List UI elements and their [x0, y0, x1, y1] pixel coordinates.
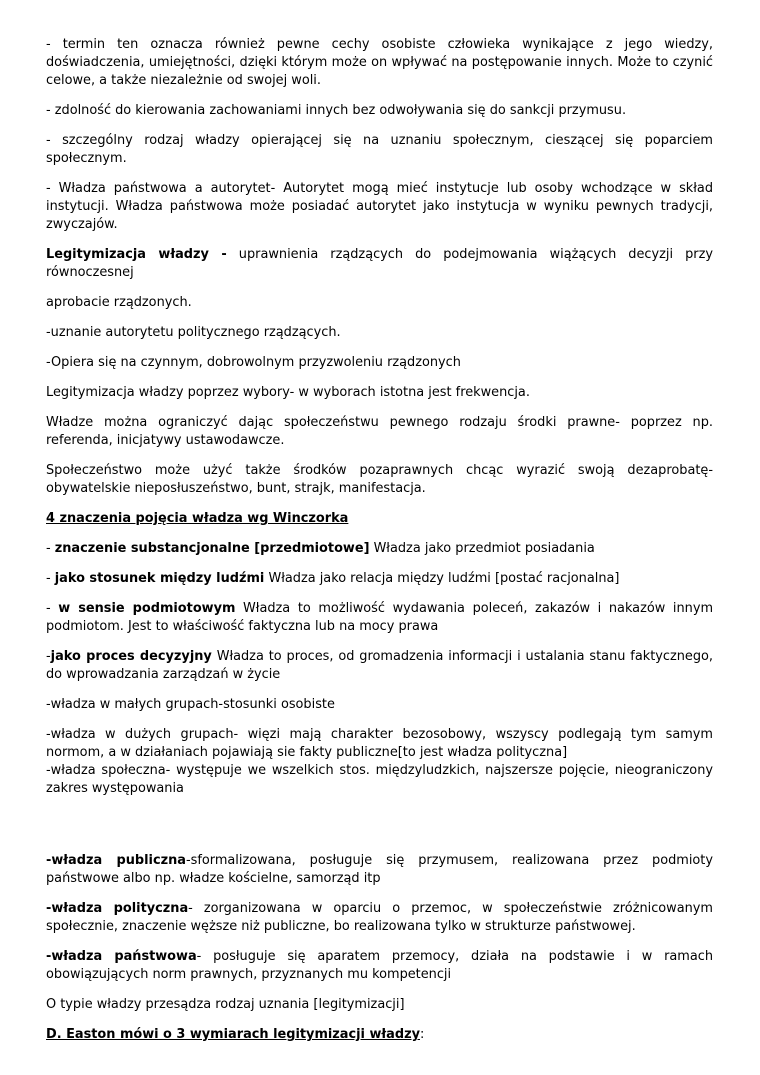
meaning-description: Władza jako przedmiot posiadania	[369, 541, 595, 556]
term-political-power: -władza polityczna	[46, 901, 189, 916]
paragraph-state-authority: - Władza państwowa a autorytet- Autorytet mogą mieć instytucje lub osoby wchodzące w skład instytucji. Władza państwowa może posiadać autorytet jako instytucja w wyniku pewnych tradycji, zwyczajów.	[46, 181, 713, 232]
spacer	[46, 810, 713, 852]
paragraph-authority-ability: - zdolność do kierowania zachowaniami innych bez odwoływania się do sankcji przymusu.	[46, 103, 627, 118]
paragraph-political-power	[46, 900, 713, 936]
heading-winczorek: 4 znaczenia pojęcia władza wg Winczorka	[46, 511, 349, 526]
meaning-term: znaczenie substancjonalne [przedmiotowe]	[54, 541, 370, 556]
paragraph-extralegal-means: Społeczeństwo może użyć także środków pozaprawnych chcąc wyrazić swoją dezaprobatę- obywatelskie nieposłuszeństwo, bunt, strajk, manifestacja.	[46, 463, 713, 496]
meaning-relation	[46, 570, 713, 588]
meaning-substantial	[46, 540, 713, 558]
document-page	[46, 36, 713, 1056]
meaning-description: Władza to możliwość wydawania poleceń, zakazów i nakazów innym podmiotom. Jest to właściwość faktyczna lub na mocy prawa	[46, 601, 714, 634]
term-public-power: -władza publiczna	[46, 853, 186, 868]
heading-easton-text: D. Easton mówi o 3 wymiarach legitymizacji władzy	[46, 1027, 420, 1042]
paragraph-legal-means: Władze można ograniczyć dając społeczeństwu pewnego rodzaju środki prawne- poprzez np. referenda, inicjatywy ustawodawcze.	[46, 415, 713, 448]
paragraph-elections: Legitymizacja władzy poprzez wybory- w wyborach istotna jest frekwencja.	[46, 385, 530, 400]
meaning-dash: -	[46, 649, 51, 664]
paragraph-approval: aprobacie rządzonych.	[46, 295, 192, 310]
political-power-description: - zorganizowana w oparciu o przemoc, w społeczeństwie zróżnicowanym społecznie, znaczenie węższe niż publiczne, bo realizowana tylko w strukturze państwowej.	[46, 901, 713, 934]
meaning-dash: -	[46, 541, 55, 556]
meaning-dash: -	[46, 571, 55, 586]
public-power-description: -sformalizowana, posługuje się przymusem, realizowana przez podmioty państwowe albo np. władze kościelne, samorząd itp	[46, 853, 713, 886]
paragraph-large-groups: -władza w dużych grupach- więzi mają charakter bezosobowy, wszyscy podlegają tym samym normom, a w działaniach pojawiają sie fakty publiczne[to jest władza polityczna]	[46, 727, 713, 760]
meaning-term: jako stosunek między ludźmi	[54, 571, 265, 586]
meaning-term: jako proces decyzyjny	[50, 649, 212, 664]
paragraph-authority-social: - szczególny rodzaj władzy opierającej się na uznaniu społecznym, cieszącej się poparciem społecznym.	[46, 133, 713, 166]
meaning-description: Władza to proces, od gromadzenia informacji i ustalania stanu faktycznego, do wprowadzania zarządzań w życie	[46, 649, 713, 682]
meaning-decision-process	[46, 648, 713, 684]
paragraph-public-power	[46, 852, 713, 888]
paragraph-legitimization	[46, 246, 713, 282]
paragraph-social-power: -władza społeczna- występuje we wszelkich stos. międzyludzkich, najszersze pojęcie, nieograniczony zakres występowania	[46, 763, 713, 796]
paragraph-recognition: -uznanie autorytetu politycznego rządzących.	[46, 325, 341, 340]
paragraph-authority-traits: - termin ten oznacza również pewne cechy osobiste człowieka wynikające z jego wiedzy, doświadczenia, umiejętności, dzięki którym może on wpływać na postępowanie innych. Może to czynić celowe, a także niezależnie od swojej woli.	[46, 37, 713, 88]
paragraph-state-power	[46, 948, 713, 984]
paragraph-consent: -Opiera się na czynnym, dobrowolnym przyzwoleniu rządzonych	[46, 355, 461, 370]
meaning-dash: -	[46, 601, 59, 616]
term-state-power: -władza państwowa	[46, 949, 197, 964]
term-legitymizacja: Legitymizacja władzy -	[46, 247, 227, 262]
heading-easton-colon: :	[420, 1027, 425, 1042]
meaning-term: w sensie podmiotowym	[58, 601, 236, 616]
heading-easton	[46, 1026, 713, 1044]
paragraph-power-type: O typie władzy przesądza rodzaj uznania [legitymizacji]	[46, 997, 405, 1012]
legitymizacja-definition: uprawnienia rządzących do podejmowania wiążących decyzji przy równoczesnej	[46, 247, 713, 280]
paragraph-small-groups: -władza w małych grupach-stosunki osobiste	[46, 697, 335, 712]
state-power-description: - posługuje się aparatem przemocy, działa na podstawie i w ramach obowiązujących norm prawnych, przyznanych mu kompetencji	[46, 949, 714, 982]
meaning-subjective	[46, 600, 713, 636]
meaning-description: Władza jako relacja między ludźmi [postać racjonalna]	[264, 571, 620, 586]
